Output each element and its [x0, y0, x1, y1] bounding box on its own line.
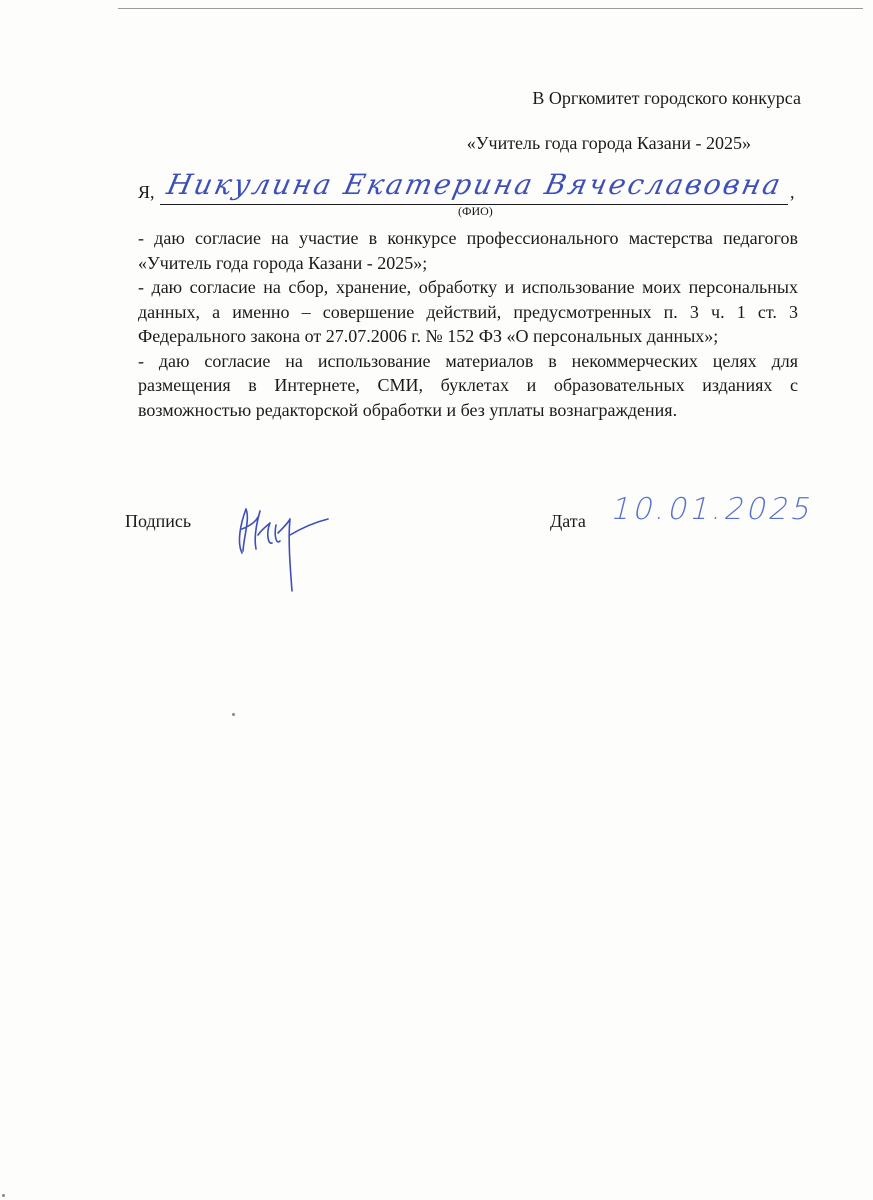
- handwritten-signature: [232, 495, 342, 600]
- fio-caption: (ФИО): [458, 204, 493, 218]
- consent-paragraph-1: - даю согласие на участие в конкурсе профессионального мастерства педагогов «Учитель года города Казани - 2025»;: [138, 228, 798, 273]
- date-label: Дата: [550, 511, 586, 531]
- consent-paragraph-3: - даю согласие на использование материалов в некоммерческих целях для размещения в Интернете, СМИ, буклетах и образовательных изданиях с возможностью редакторской обработки и без уплаты вознаграждения.: [138, 350, 798, 420]
- scan-edge-line: [118, 8, 863, 9]
- signature-label: Подпись: [125, 511, 192, 531]
- scan-speck: [2, 1194, 5, 1197]
- consent-text: [138, 226, 798, 422]
- addressee-line-1: В Оргкомитет городского конкурса: [532, 88, 801, 108]
- handwritten-date: 10.01.2025: [607, 492, 819, 527]
- handwritten-name: Никулина Екатерина Вячеславовна: [164, 168, 786, 201]
- addressee-line-2: «Учитель года города Казани - 2025»: [466, 133, 751, 153]
- fio-prefix: Я,: [138, 182, 155, 202]
- fio-row: [138, 168, 803, 218]
- scan-speck: [232, 713, 235, 716]
- consent-paragraph-2: - даю согласие на сбор, хранение, обработку и использование моих персональных данных, а именно – совершение действий, предусмотренных п. 3 ч. 1 ст. 3 Федерального закона от 27.07.2006 г. № 152 ФЗ «О персональных данных»;: [138, 277, 798, 346]
- fio-comma: ,: [790, 182, 795, 202]
